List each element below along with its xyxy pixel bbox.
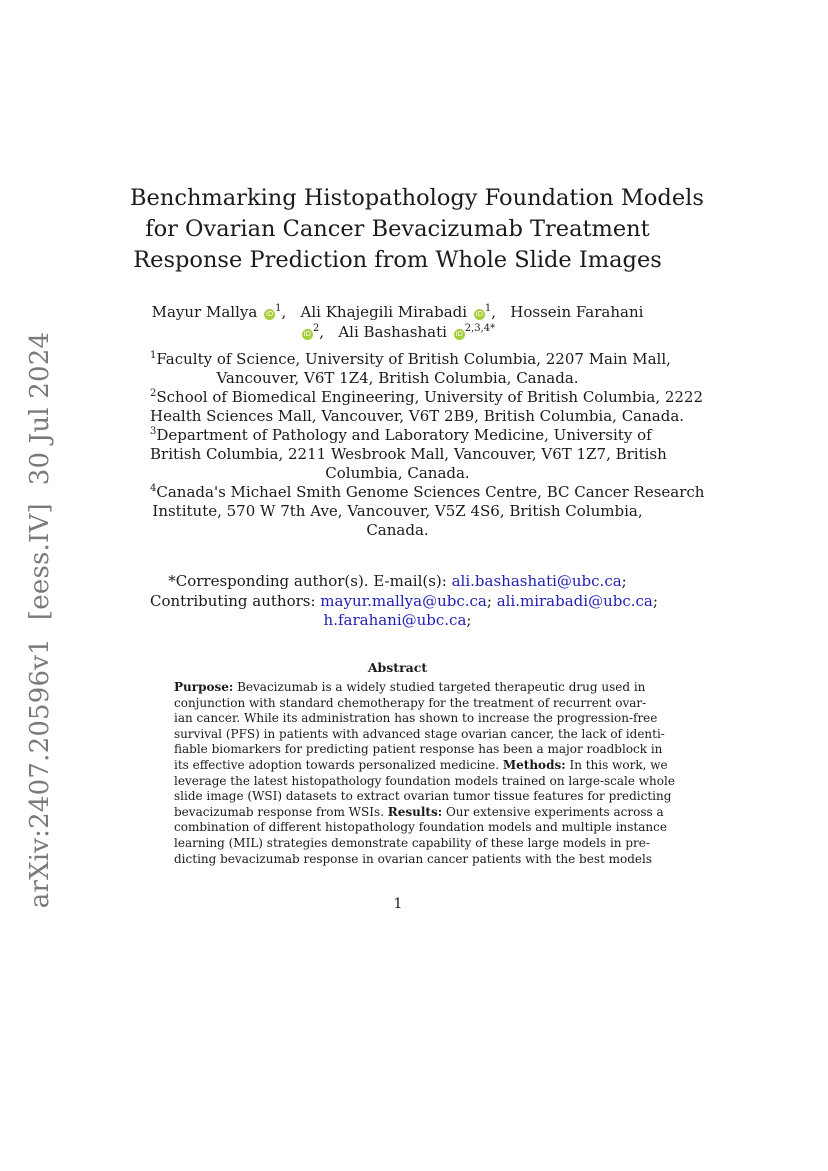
affiliation-line: $^1$Faculty of Science, University of British Columbia, 2207 Main Mall,: [150, 350, 671, 368]
affiliation-line: Health Sciences Mall, Vancouver, V6T 2B9, British Columbia, Canada.: [150, 407, 685, 425]
affiliation-mark: 2: [150, 388, 157, 399]
affiliation-line: Columbia, Canada.: [325, 464, 470, 482]
affiliations: [150, 350, 705, 540]
author-list: Mayur Mallya iD $^1$, Ali Khajegili Mirabadi iD $^1$, Hossein Farahani iD $^2$, Ali Bashashati iD $^{2,3,4*}$: [151, 303, 644, 341]
affiliation-line: Canada.: [366, 521, 429, 539]
contributing-label: Contributing authors:: [150, 591, 321, 610]
purpose-label: Purpose:: [174, 680, 234, 694]
author-name: Ali Bashashati: [338, 323, 447, 341]
author-affiliation-mark: 1: [484, 303, 492, 314]
orcid-icon[interactable]: iD: [455, 330, 463, 338]
title-line: Benchmarking Histopathology Foundation Models: [130, 185, 704, 211]
affiliation-line: Institute, 570 W 7th Ave, Vancouver, V5Z 4S6, British Columbia,: [152, 502, 643, 520]
email-link[interactable]: ali.mirabadi@ubc.ca: [496, 591, 653, 610]
correspondence-block: *Corresponding author(s). E-mail(s): ali.bashashati@ubc.ca; Contributing authors: mayur.mallya@ubc.ca; ali.mirabadi@ubc.ca; h.farahani@ubc.ca;: [150, 572, 658, 629]
page-number: 1: [393, 896, 403, 912]
author-affiliation-mark: 2: [312, 323, 320, 334]
arxiv-sidebar-stamp: [22, 331, 58, 909]
orcid-icon[interactable]: iD: [475, 310, 483, 318]
author-name: Hossein Farahani: [510, 303, 644, 321]
corresponding-label: *Corresponding author(s). E-mail(s):: [168, 572, 452, 590]
abstract-heading: Abstract: [367, 660, 428, 675]
author-affiliation-mark: 1: [275, 303, 282, 314]
arxiv-category: [eess.IV]: [25, 503, 55, 621]
affiliation-mark: 3: [150, 426, 157, 437]
results-label: Results:: [387, 804, 443, 819]
email-link-corresponding[interactable]: ali.bashashati@ubc.ca: [451, 572, 622, 590]
arxiv-identifier: [25, 332, 55, 909]
email-link[interactable]: mayur.mallya@ubc.ca: [320, 591, 487, 610]
orcid-icon[interactable]: iD: [265, 310, 274, 318]
author-affiliation-mark: 2,3,4*: [464, 323, 496, 334]
paper-title: [130, 183, 704, 276]
author-name: Ali Khajegili Mirabadi: [300, 303, 468, 321]
title-line: for Ovarian Cancer Bevacizumab Treatment: [145, 216, 650, 242]
affiliation-line: British Columbia, 2211 Wesbrook Mall, Vancouver, V6T 1Z7, British: [150, 445, 667, 463]
arxiv-date: 30 Jul 2024: [25, 331, 55, 486]
author-name: Mayur Mallya: [151, 303, 258, 321]
affiliation-line: $^4$Canada's Michael Smith Genome Sciences Centre, BC Cancer Research: [150, 483, 705, 501]
affiliation-line: Vancouver, V6T 1Z4, British Columbia, Canada.: [216, 369, 579, 387]
affiliation-mark: 1: [150, 350, 157, 361]
abstract-body: Purpose: Bevacizumab is a widely studied targeted therapeutic drug used in conjunction with standard chemotherapy for the treatment of recurrent ovar- ian cancer. While its administration has shown to increase the progression-free survival (PFS) in patients with advanced stage ovarian cancer, the lack of identi- fiable biomarkers for predicting patient response has been a major roadblock in its effective adoption towards personalized medicine. Methods: In this work, we leverage the latest histopathology foundation models trained on large-scale whole slide image (WSI) datasets to extract ovarian tumor tissue features for predicting bevacizumab response from WSIs. Results: Our extensive experiments across a combination of different histopathology foundation models and multiple instance learning (MIL) strategies demonstrate capability of these large models in pre- dicting bevacizumab response in ovarian cancer patients with the best models: [174, 680, 675, 866]
methods-label: Methods:: [502, 757, 566, 772]
orcid-icon[interactable]: iD: [303, 330, 312, 338]
email-link[interactable]: h.farahani@ubc.ca: [323, 611, 467, 629]
arxiv-id[interactable]: arXiv:2407.20596v1: [25, 638, 55, 909]
affiliation-mark: 4: [150, 483, 157, 494]
affiliation-line: $^2$School of Biomedical Engineering, University of British Columbia, 2222: [150, 388, 704, 406]
title-line: Response Prediction from Whole Slide Images: [133, 247, 662, 273]
affiliation-line: $^3$Department of Pathology and Laboratory Medicine, University of: [150, 426, 652, 444]
